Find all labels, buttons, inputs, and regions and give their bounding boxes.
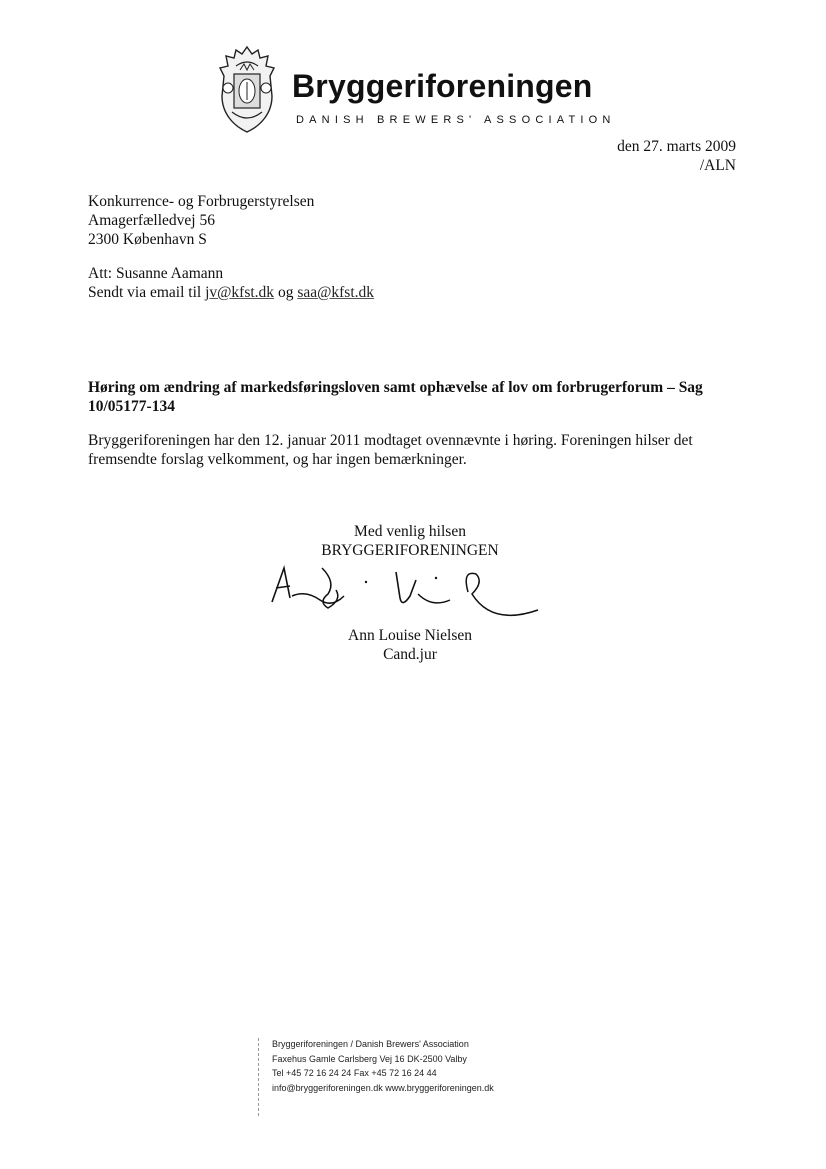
body-line: Bryggeriforeningen har den 12. januar 2011 modtaget ovennævnte i høring. Foreningen hilser det — [88, 432, 693, 449]
crest-logo — [214, 44, 280, 134]
recipient-line: Konkurrence- og Forbrugerstyrelsen — [88, 193, 315, 210]
footer-divider — [258, 1038, 259, 1116]
signer-block — [250, 626, 570, 664]
letterhead-name: Bryggeriforeningen — [292, 68, 593, 104]
letter-footer — [272, 1037, 494, 1095]
footer-line: Bryggeriforeningen / Danish Brewers' Association — [272, 1039, 469, 1049]
letter-reference: /ALN — [699, 157, 736, 174]
letter-subject: Høring om ændring af markedsføringsloven samt ophævelse af lov om forbrugerforum – Sag 10/05177-134 — [88, 379, 703, 415]
attention-block — [88, 264, 374, 302]
email-joiner: og — [277, 284, 294, 301]
recipient-line: 2300 København S — [88, 231, 207, 248]
closing-block — [250, 522, 570, 560]
signer-name: Ann Louise Nielsen — [348, 627, 472, 644]
sent-via-line — [88, 283, 374, 302]
email-link-saa[interactable]: saa@kfst.dk — [297, 284, 375, 301]
footer-line: info@bryggeriforeningen.dk www.bryggeriforeningen.dk — [272, 1082, 494, 1093]
email-link-jv[interactable]: jv@kfst.dk — [205, 284, 275, 301]
letter-date: den 27. marts 2009 — [617, 138, 736, 155]
recipient-address — [88, 192, 314, 249]
body-line: fremsendte forslag velkomment, og har ingen bemærkninger. — [88, 451, 467, 468]
handwritten-signature — [266, 560, 546, 634]
footer-line: Faxehus Gamle Carlsberg Vej 16 DK-2500 Valby — [272, 1053, 467, 1064]
signer-title: Cand.jur — [383, 646, 437, 663]
footer-line: Tel +45 72 16 24 24 Fax +45 72 16 24 44 — [272, 1068, 437, 1078]
recipient-line: Amagerfælledvej 56 — [88, 212, 215, 229]
attention-line: Att: Susanne Aamann — [88, 265, 224, 282]
sent-prefix: Sendt via email til — [88, 284, 202, 301]
letterhead-tagline: DANISH BREWERS' ASSOCIATION — [296, 114, 616, 126]
closing-greeting: Med venlig hilsen — [354, 523, 466, 540]
closing-organization: BRYGGERIFORENINGEN — [321, 542, 499, 559]
letter-body — [88, 431, 738, 469]
